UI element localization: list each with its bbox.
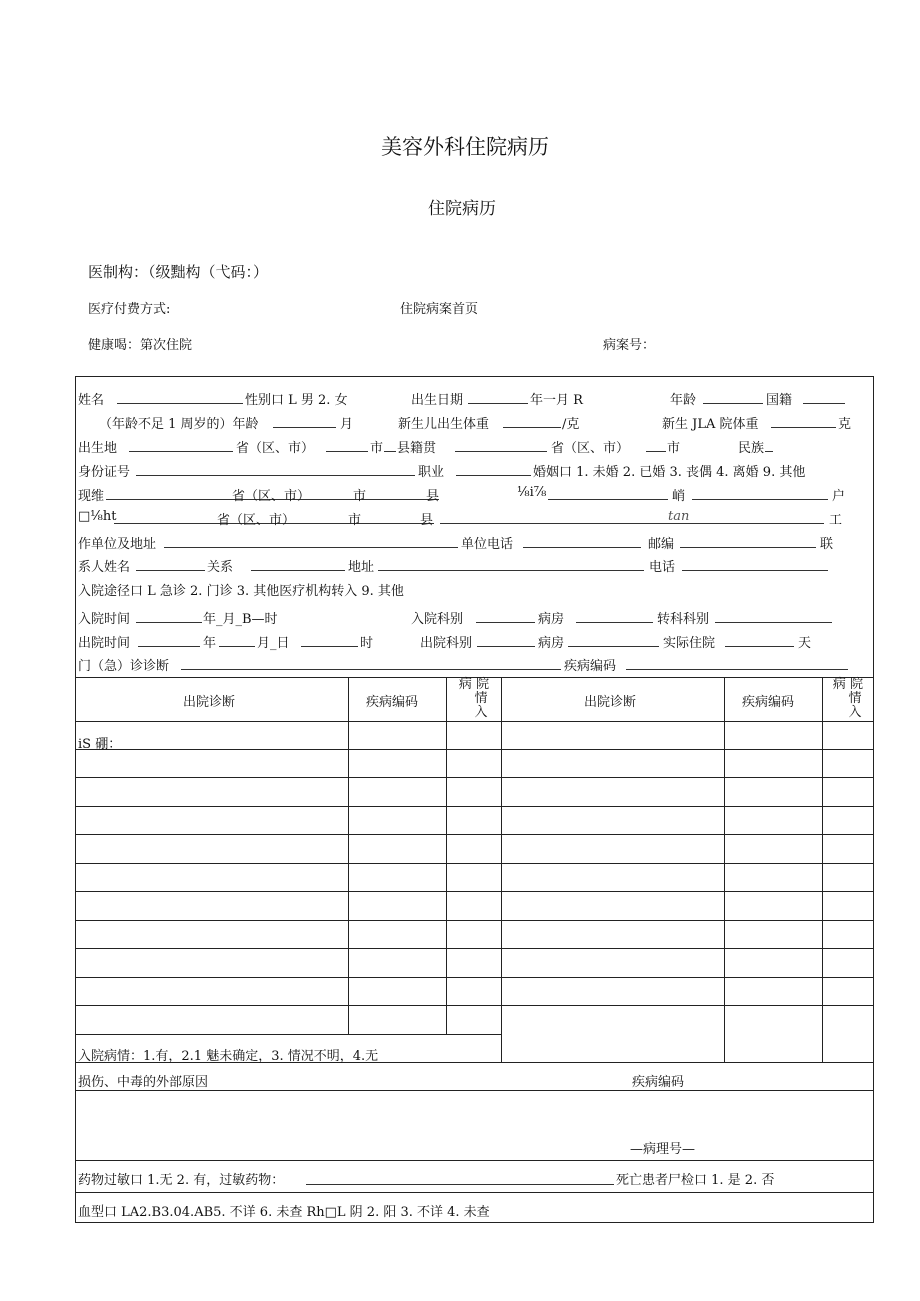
phone-label: 电话 (649, 560, 676, 575)
form-frame (75, 376, 874, 1223)
col-header-status-right (824, 678, 872, 720)
outpatient-diagnosis-field[interactable] (181, 669, 561, 670)
county-label-3: 县 (426, 489, 440, 504)
year-month-label: 年一月 R (530, 393, 583, 408)
ward-label-2: 病房 (538, 636, 565, 651)
ward-label-1: 病房 (538, 612, 565, 627)
admit-time-label: 入院时间 (78, 612, 131, 627)
blood-divider (75, 1192, 873, 1193)
county-label-4: 县 (420, 513, 434, 528)
lian-label: 联 (820, 537, 834, 552)
postcode-garbled-label: 峭 (672, 489, 686, 504)
table-row-line (75, 749, 873, 750)
city-label-1: 市 (370, 441, 384, 456)
current-postcode-field[interactable] (692, 499, 828, 500)
postcode-label: 邮编 (648, 537, 675, 552)
admission-route-label: 入院途径口 L 急诊 2. 门诊 3. 其他医疗机构转入 9. 其他 (78, 584, 404, 599)
day-label: 天 (798, 636, 812, 651)
province-label-3: 省（区、市） (232, 489, 311, 504)
id-number-field[interactable] (136, 475, 415, 476)
transfer-dept-label: 转科科别 (657, 612, 710, 627)
col-header-code-right: 疾病编码 (742, 695, 795, 710)
allergy-divider (75, 1160, 873, 1161)
status-char-yuan: 院 (850, 677, 864, 692)
table-row-line-left (75, 1034, 501, 1035)
table-row-line (75, 948, 873, 949)
birth-city-field[interactable] (326, 451, 368, 452)
province-label-1: 省（区、市） (236, 441, 315, 456)
city-label-4: 市 (348, 513, 362, 528)
hukou-postcode-field[interactable] (440, 523, 824, 524)
autopsy-label: 死亡患者尸检口 1. 是 2. 否 (616, 1173, 775, 1188)
nationality-label: 国籍 (766, 393, 793, 408)
status-char-ru: 入 (848, 705, 862, 720)
gram-label-1: /克 (562, 417, 580, 432)
contact-name-label: 系人姓名 (78, 560, 131, 575)
province-label-4: 省（区、市） (217, 513, 296, 528)
newborn-admit-weight-label: 新生 JLA 院体重 (662, 417, 759, 432)
page-subtitle: 住院病历 (428, 199, 496, 219)
gender-label: 性别口 L 男 2. 女 (245, 393, 348, 408)
admit-dept-field[interactable] (476, 622, 535, 623)
table-row-line (75, 977, 873, 978)
status-char-bing: 病 (832, 677, 846, 692)
actual-stay-field[interactable] (725, 646, 794, 647)
table-col-line (822, 677, 823, 1062)
admit-ward-field[interactable] (576, 622, 653, 623)
relation-label: 关系 (207, 560, 234, 575)
admit-dept-label: 入院科别 (411, 612, 464, 627)
table-row-line (75, 863, 873, 864)
city-label-2: 市 (667, 441, 681, 456)
native-city-field[interactable] (646, 451, 666, 452)
outpatient-diagnosis-label: 门（急）诊诊断 (78, 659, 170, 674)
marital-label: 婚姻口 1. 未婚 2. 已婚 3. 丧偶 4. 离婚 9. 其他 (533, 465, 806, 480)
table-row-line (75, 920, 873, 921)
hour-label: 时 (360, 636, 374, 651)
table-row-line (75, 891, 873, 892)
discharge-hour-field[interactable] (301, 646, 358, 647)
contact-name-field[interactable] (136, 570, 205, 571)
table-row-line (75, 834, 873, 835)
city-label-3: 市 (353, 489, 367, 504)
table-row-line (75, 1005, 873, 1006)
table-row-line (75, 806, 873, 807)
injury-cause-label: 损伤、中毒的外部原因 (78, 1075, 209, 1090)
birthplace-label: 出生地 (78, 441, 118, 456)
discharge-dept-label: 出院科别 (420, 636, 473, 651)
hu-label: 户 (832, 489, 846, 504)
current-address-label: 现维 (78, 489, 105, 504)
county-native-label: 县籍贯 (397, 441, 437, 456)
phone-garbled-label: ⅛i⅞ (517, 485, 547, 500)
work-address-label: 作单位及地址 (78, 537, 157, 552)
front-page-label: 住院病案首页 (400, 302, 479, 317)
status-char-yuan: 院 (476, 677, 490, 692)
drug-allergy-label: 药物过敏口 1.无 2. 有，过敏药物： (78, 1173, 285, 1188)
actual-stay-label: 实际住院 (663, 636, 716, 651)
disease-code-label: 疾病编码 (564, 659, 617, 674)
age-field[interactable] (703, 403, 763, 404)
address-label: 地址 (348, 560, 375, 575)
age-label: 年龄 (670, 393, 697, 408)
birthplace-field[interactable] (129, 451, 233, 452)
col-header-diagnosis-left: 出院诊断 (183, 695, 236, 710)
discharge-ward-field[interactable] (568, 646, 659, 647)
injury-divider (75, 1090, 873, 1091)
col-header-status-left (448, 678, 500, 720)
outpatient-code-field[interactable] (626, 669, 848, 670)
col-header-diagnosis-right: 出院诊断 (584, 695, 637, 710)
first-row-label: iS 硼： (78, 737, 122, 752)
contact-address-field[interactable] (378, 570, 644, 571)
name-field[interactable] (117, 403, 243, 404)
birth-county-field[interactable] (384, 451, 396, 452)
newborn-admit-weight-field[interactable] (771, 427, 836, 428)
birth-date-label: 出生日期 (411, 393, 464, 408)
occupation-label: 职业 (418, 465, 445, 480)
status-char-qing: 情 (848, 691, 862, 706)
contact-phone-field[interactable] (682, 570, 828, 571)
table-col-line (724, 677, 725, 1062)
page-title: 美容外科住院病历 (381, 135, 549, 159)
work-postcode-field[interactable] (680, 547, 816, 548)
status-char-ru: 入 (474, 705, 488, 720)
newborn-birth-weight-label: 新生儿出生体重 (398, 417, 490, 432)
work-phone-field[interactable] (523, 547, 641, 548)
health-label: 健康喝：第次住院 (88, 338, 193, 353)
org-line: 医制构：（级黜构（弋码：） (88, 263, 269, 281)
birth-year-field[interactable] (468, 403, 528, 404)
year-label: 年 (203, 636, 217, 651)
record-no-label: 病案号： (603, 338, 656, 353)
infant-age-field[interactable] (273, 427, 336, 428)
table-col-line (501, 677, 502, 1062)
gram-label-2: 克 (838, 417, 852, 432)
discharge-month-field[interactable] (219, 646, 255, 647)
relation-field[interactable] (251, 570, 345, 571)
infant-age-label: （年龄不足 1 周岁的）年龄 (99, 417, 259, 432)
province-label-2: 省（区、市） (551, 441, 630, 456)
ethnicity-field[interactable] (765, 451, 773, 452)
col-header-code-left: 疾病编码 (366, 695, 419, 710)
hukou-label: □⅛ht (78, 509, 117, 524)
newborn-birth-weight-field[interactable] (503, 427, 561, 428)
blood-type-label: 血型口 LA2.B3.04.AB5. 不详 6. 未查 Rh□L 阴 2. 阳 3. 不详 4. 未查 (78, 1205, 490, 1220)
ethnicity-label: 民族 (738, 441, 765, 456)
work-phone-label: 单位电话 (461, 537, 514, 552)
occupation-field[interactable] (456, 475, 531, 476)
transfer-dept-field[interactable] (715, 622, 832, 623)
native-field[interactable] (455, 451, 547, 452)
status-char-qing: 情 (474, 691, 488, 706)
discharge-time-label: 出院时间 (78, 636, 131, 651)
allergy-drug-field[interactable] (306, 1184, 614, 1185)
current-phone-field[interactable] (548, 499, 668, 500)
discharge-year-field[interactable] (138, 646, 200, 647)
payment-label: 医疗付费方式: (88, 302, 171, 317)
admit-condition-label: 入院病情：1.有，2.1 魅未确定，3. 情况不明，4.无 (78, 1049, 379, 1064)
month-day-label: 月_日 (257, 636, 290, 651)
status-char-bing: 病 (458, 677, 472, 692)
discharge-dept-field[interactable] (477, 646, 535, 647)
work-address-field[interactable] (164, 547, 458, 548)
table-header-line (75, 721, 873, 722)
table-col-line (348, 677, 349, 1034)
pathology-label: —病理号— (630, 1142, 696, 1157)
name-label: 姓名 (78, 393, 105, 408)
id-number-label: 身份证号 (78, 465, 131, 480)
admit-year-field[interactable] (136, 622, 202, 623)
table-row-line (75, 777, 873, 778)
tan-label: tan (668, 509, 690, 524)
injury-code-label: 疾病编码 (632, 1075, 685, 1090)
nationality-field[interactable] (803, 403, 845, 404)
gong-label: 工 (829, 513, 843, 528)
table-col-line (446, 677, 447, 1034)
admit-ymd-label: 年_月_B—时 (203, 612, 278, 627)
month-label: 月 (340, 417, 354, 432)
